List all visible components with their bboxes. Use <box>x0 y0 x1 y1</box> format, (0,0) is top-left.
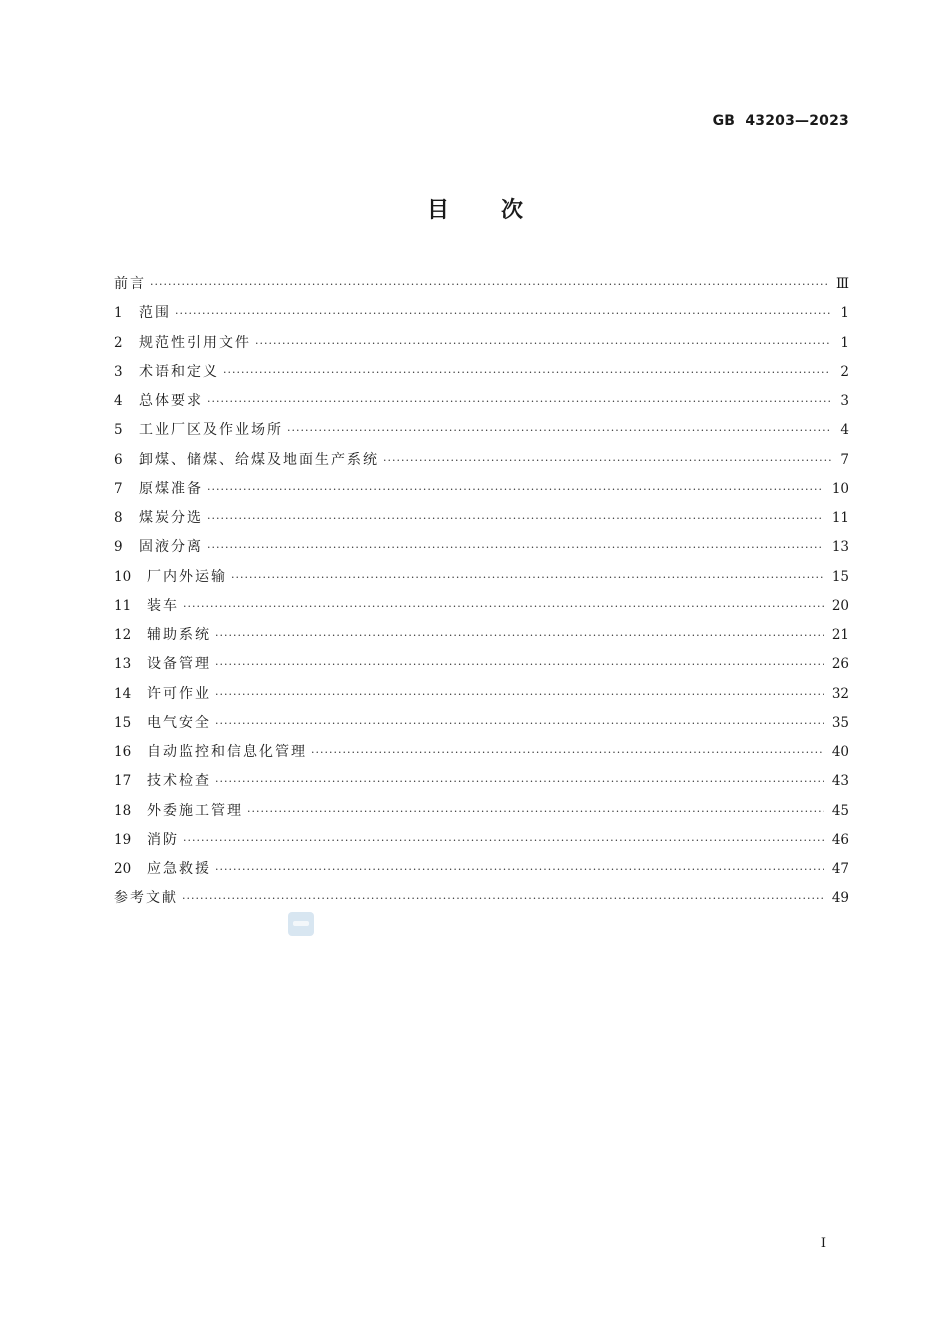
toc-entry-number: 8 <box>114 510 123 526</box>
toc-entry-page: 3 <box>840 393 849 409</box>
toc-entry-number: 5 <box>114 422 123 439</box>
toc-dot-leader <box>207 504 824 533</box>
toc-entry-number: 3 <box>114 363 123 380</box>
toc-entry-page: 43 <box>831 773 849 790</box>
toc-entry-label: 消防 <box>147 831 179 848</box>
toc-entry-number: 20 <box>114 861 132 877</box>
toc-entry-page: 4 <box>840 422 849 439</box>
toc-entry-label: 总体要求 <box>139 393 203 409</box>
toc-entry-page: 49 <box>831 890 849 907</box>
toc-entry-page: 45 <box>831 802 849 819</box>
toc-entry-number: 14 <box>114 685 132 702</box>
toc-dot-leader <box>215 680 824 709</box>
toc-entry-number: 1 <box>114 305 123 322</box>
toc-dot-leader <box>215 709 824 738</box>
toc-entry[interactable] <box>114 709 849 738</box>
toc-entry[interactable] <box>114 358 849 387</box>
toc-entry-page: 47 <box>831 861 849 877</box>
toc-entry-page: 15 <box>831 568 849 585</box>
toc-dot-leader <box>311 738 824 767</box>
toc-entry-page: 40 <box>831 744 849 760</box>
toc-entry-number: 6 <box>114 451 123 468</box>
toc-entry-label: 参考文献 <box>114 890 178 907</box>
toc-entry-label: 自动监控和信息化管理 <box>147 744 307 760</box>
toc-entry-page: 10 <box>831 480 849 497</box>
table-of-contents <box>114 270 849 914</box>
standard-code: GB 43203—2023 <box>712 113 849 129</box>
toc-dot-leader <box>207 475 824 504</box>
toc-entry-page: 35 <box>831 714 849 731</box>
toc-entry-label: 煤炭分选 <box>139 510 203 526</box>
toc-entry-page: Ⅲ <box>835 276 849 292</box>
toc-entry-number: 17 <box>114 773 132 790</box>
toc-dot-leader <box>207 533 824 562</box>
toc-entry[interactable] <box>114 592 849 621</box>
toc-entry[interactable] <box>114 387 849 416</box>
toc-dot-leader <box>215 855 824 884</box>
toc-entry-label: 固液分离 <box>139 539 203 556</box>
toc-dot-leader <box>247 797 824 826</box>
toc-entry-number: 9 <box>114 539 123 556</box>
toc-entry-number: 10 <box>114 568 132 585</box>
toc-entry-page: 1 <box>840 305 849 322</box>
toc-entry-number: 19 <box>114 831 132 848</box>
toc-entry-number: 2 <box>114 334 123 351</box>
toc-entry-number: 11 <box>114 597 132 614</box>
toc-entry-label: 术语和定义 <box>139 363 219 380</box>
toc-entry-number: 7 <box>114 480 123 497</box>
toc-entry-page: 20 <box>831 597 849 614</box>
toc-dot-leader <box>215 767 824 796</box>
toc-entry[interactable] <box>114 446 849 475</box>
toc-entry[interactable] <box>114 475 849 504</box>
toc-entry-page: 2 <box>840 363 849 380</box>
toc-entry-page: 13 <box>831 539 849 556</box>
toc-entry-number: 12 <box>114 627 132 643</box>
toc-dot-leader <box>175 299 831 328</box>
toc-entry-page: 26 <box>831 656 849 673</box>
toc-dot-leader <box>223 358 831 387</box>
toc-entry[interactable] <box>114 329 849 358</box>
toc-entry-label: 装车 <box>147 597 179 614</box>
toc-entry-page: 21 <box>831 627 849 643</box>
page-number: Ⅰ <box>820 1236 826 1251</box>
toc-dot-leader <box>183 592 824 621</box>
toc-entry-label: 工业厂区及作业场所 <box>139 422 283 439</box>
toc-entry-label: 设备管理 <box>147 656 211 673</box>
toc-entry[interactable] <box>114 563 849 592</box>
toc-entry[interactable] <box>114 826 849 855</box>
toc-entry[interactable] <box>114 416 849 445</box>
toc-entry-page: 1 <box>840 334 849 351</box>
toc-entry-page: 32 <box>831 685 849 702</box>
toc-entry[interactable] <box>114 533 849 562</box>
toc-dot-leader <box>383 446 831 475</box>
toc-entry-label: 技术检查 <box>147 773 211 790</box>
toc-entry-page: 11 <box>831 510 849 526</box>
toc-entry-number: 16 <box>114 744 132 760</box>
toc-entry[interactable] <box>114 621 849 650</box>
toc-dot-leader <box>215 650 824 679</box>
toc-dot-leader <box>255 329 831 358</box>
toc-entry-number: 18 <box>114 802 132 819</box>
toc-entry[interactable] <box>114 270 849 299</box>
toc-entry[interactable] <box>114 884 849 913</box>
toc-dot-leader <box>182 884 824 913</box>
toc-entry[interactable] <box>114 797 849 826</box>
toc-entry-label: 电气安全 <box>147 714 211 731</box>
toc-dot-leader <box>287 416 831 445</box>
page-title: 目次 <box>426 198 575 223</box>
toc-entry-label: 许可作业 <box>147 685 211 702</box>
toc-dot-leader <box>231 563 824 592</box>
toc-entry-label: 卸煤、储煤、给煤及地面生产系统 <box>139 451 379 468</box>
toc-entry[interactable] <box>114 767 849 796</box>
toc-entry-label: 应急救援 <box>147 861 211 877</box>
toc-entry[interactable] <box>114 680 849 709</box>
toc-entry-label: 原煤准备 <box>139 480 203 497</box>
toc-entry-page: 46 <box>831 831 849 848</box>
toc-entry-number: 15 <box>114 714 132 731</box>
toc-entry-number: 13 <box>114 656 132 673</box>
toc-entry-label: 规范性引用文件 <box>139 334 251 351</box>
toc-entry-label: 范围 <box>139 305 171 322</box>
toc-entry-page: 7 <box>840 451 849 468</box>
toc-entry-label: 辅助系统 <box>147 627 211 643</box>
toc-entry-label: 厂内外运输 <box>147 568 227 585</box>
toc-dot-leader <box>207 387 831 416</box>
toc-entry[interactable] <box>114 299 849 328</box>
toc-dot-leader <box>183 826 824 855</box>
toc-dot-leader <box>150 270 828 299</box>
toc-entry[interactable] <box>114 855 849 884</box>
toc-dot-leader <box>215 621 824 650</box>
toc-entry-label: 前言 <box>114 276 146 292</box>
toc-entry-label: 外委施工管理 <box>147 802 243 819</box>
toc-entry[interactable] <box>114 650 849 679</box>
toc-entry-number: 4 <box>114 393 123 409</box>
toc-entry[interactable] <box>114 504 849 533</box>
watermark-logo-icon <box>288 912 314 936</box>
toc-entry[interactable] <box>114 738 849 767</box>
